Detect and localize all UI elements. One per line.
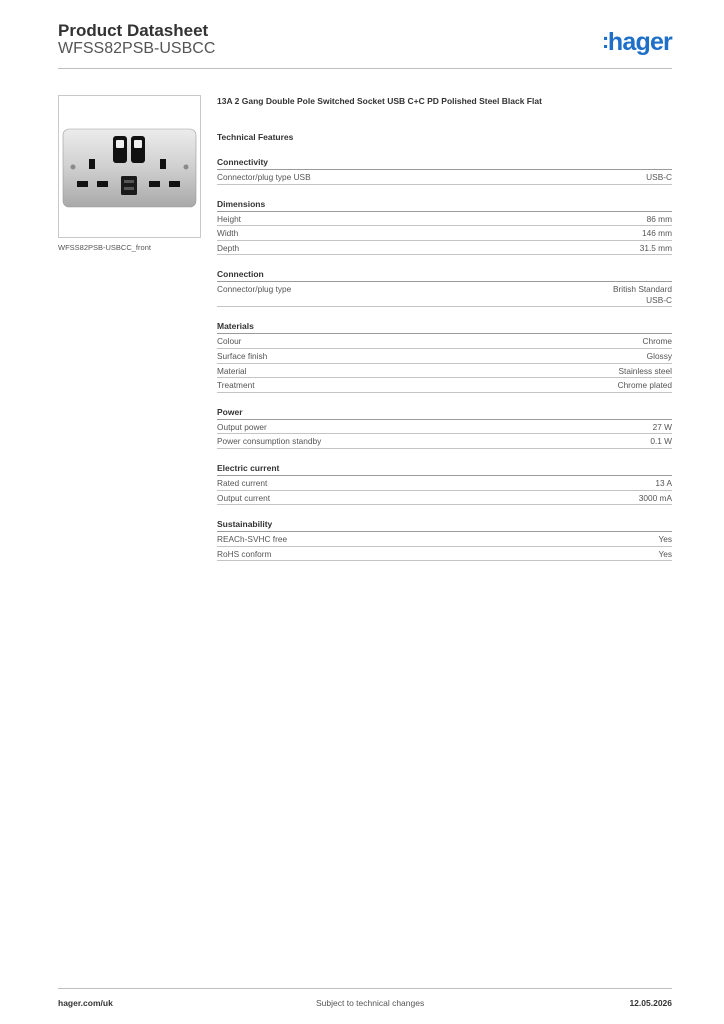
section-sustainability bbox=[217, 519, 672, 561]
section-connectivity bbox=[217, 157, 672, 185]
spec-value: Chrome bbox=[642, 336, 672, 347]
spec-value: Yes bbox=[658, 534, 672, 545]
spec-row bbox=[217, 532, 672, 547]
spec-value: Glossy bbox=[646, 350, 672, 361]
section-title: Power bbox=[217, 407, 672, 420]
spec-row bbox=[217, 420, 672, 435]
technical-content bbox=[217, 95, 672, 561]
spec-value: 3000 mA bbox=[638, 492, 672, 503]
product-code: WFSS82PSB-USBCC bbox=[58, 40, 216, 57]
section-title: Electric current bbox=[217, 463, 672, 476]
spec-row bbox=[217, 212, 672, 227]
spec-row bbox=[217, 378, 672, 393]
footer-divider bbox=[58, 988, 672, 989]
spec-label: Colour bbox=[217, 336, 242, 347]
spec-row bbox=[217, 491, 672, 506]
spec-label: Treatment bbox=[217, 380, 255, 391]
spec-label: Power consumption standby bbox=[217, 436, 322, 447]
header-divider bbox=[58, 68, 672, 69]
spec-label: Depth bbox=[217, 242, 240, 253]
technical-features-heading: Technical Features bbox=[217, 132, 294, 142]
spec-row bbox=[217, 349, 672, 364]
spec-value: Chrome plated bbox=[617, 380, 672, 391]
spec-label: Material bbox=[217, 365, 247, 376]
spec-value: 13 A bbox=[655, 477, 672, 488]
spec-value: 86 mm bbox=[646, 213, 672, 224]
spec-label: Height bbox=[217, 213, 241, 224]
product-name: 13A 2 Gang Double Pole Switched Socket USB C+C PD Polished Steel Black Flat bbox=[217, 96, 542, 106]
logo-text: hager bbox=[607, 28, 672, 56]
spec-label: Connector/plug type bbox=[217, 284, 292, 295]
section-title: Connection bbox=[217, 269, 672, 282]
section-title: Dimensions bbox=[217, 199, 672, 212]
section-title: Materials bbox=[217, 321, 672, 334]
spec-label: Output power bbox=[217, 421, 267, 432]
section-power bbox=[217, 407, 672, 449]
spec-label: Rated current bbox=[217, 477, 268, 488]
spec-row bbox=[217, 226, 672, 241]
hager-logo: :hager bbox=[601, 28, 672, 56]
spec-row bbox=[217, 434, 672, 449]
section-dimensions bbox=[217, 199, 672, 256]
socket-illustration bbox=[59, 96, 200, 237]
spec-value: 31.5 mm bbox=[639, 242, 672, 253]
spec-value: British Standard USB-C bbox=[612, 284, 672, 306]
spec-row bbox=[217, 476, 672, 491]
spec-row bbox=[217, 547, 672, 562]
spec-value: 146 mm bbox=[642, 228, 672, 239]
spec-value: Stainless steel bbox=[618, 365, 672, 376]
section-electric-current bbox=[217, 463, 672, 505]
spec-label: REACh-SVHC free bbox=[217, 534, 288, 545]
spec-label: Surface finish bbox=[217, 350, 268, 361]
spec-row bbox=[217, 282, 672, 307]
footer-notice: Subject to technical changes bbox=[316, 998, 425, 1008]
spec-row bbox=[217, 364, 672, 379]
spec-label: Output current bbox=[217, 492, 271, 503]
spec-value: 0.1 W bbox=[650, 436, 672, 447]
spec-label: Connector/plug type USB bbox=[217, 172, 311, 182]
section-title: Sustainability bbox=[217, 519, 672, 532]
spec-value: USB-C bbox=[646, 172, 672, 182]
footer-website[interactable]: hager.com/uk bbox=[58, 998, 113, 1008]
spec-row bbox=[217, 241, 672, 256]
spec-value: Yes bbox=[658, 548, 672, 559]
section-title: Connectivity bbox=[217, 157, 672, 170]
document-title: Product Datasheet bbox=[58, 21, 209, 40]
product-image bbox=[58, 95, 201, 238]
section-connection bbox=[217, 269, 672, 307]
spec-label: RoHS conform bbox=[217, 548, 272, 559]
footer-date: 12.05.2026 bbox=[629, 998, 672, 1008]
spec-row bbox=[217, 170, 672, 185]
spec-value: 27 W bbox=[652, 421, 672, 432]
spec-label: Width bbox=[217, 228, 239, 239]
image-caption: WFSS82PSB-USBCC_front bbox=[58, 243, 151, 252]
spec-row bbox=[217, 334, 672, 349]
section-materials bbox=[217, 321, 672, 392]
